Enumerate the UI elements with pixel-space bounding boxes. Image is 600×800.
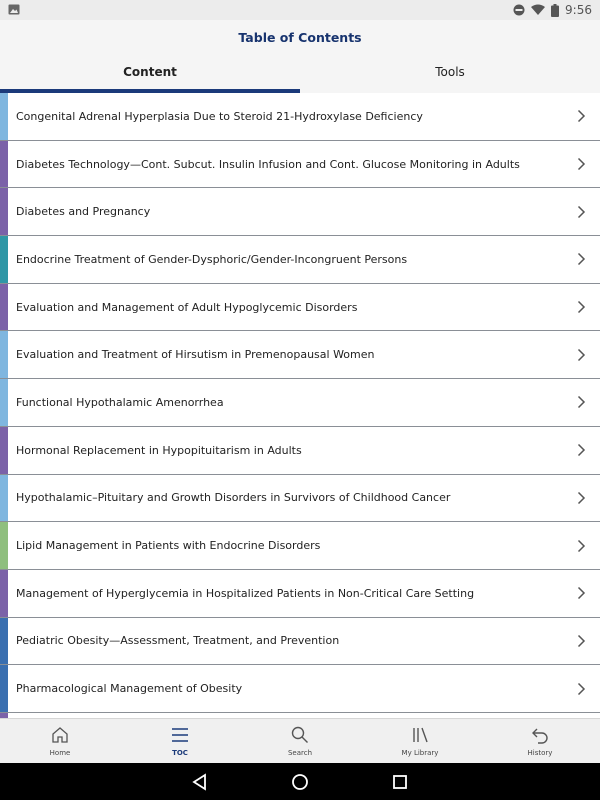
- toc-item-label: Evaluation and Management of Adult Hypoglycemic Disorders: [16, 300, 358, 314]
- clock: 9:56: [565, 3, 592, 17]
- chevron-right-icon: [577, 348, 586, 362]
- chevron-right-icon: [577, 586, 586, 600]
- library-icon: [410, 725, 430, 745]
- toc-item[interactable]: [0, 188, 600, 236]
- history-icon: [530, 725, 550, 745]
- toc-item-label: Diabetes and Pregnancy: [16, 205, 151, 219]
- toc-item-label: Pharmacological Management of Obesity: [16, 682, 243, 696]
- toc-item[interactable]: [0, 284, 600, 332]
- page-title: Table of Contents: [238, 30, 362, 45]
- app-header: [0, 20, 600, 93]
- status-icons: [513, 0, 592, 20]
- toc-item[interactable]: [0, 331, 600, 379]
- bottom-nav: [0, 718, 600, 763]
- chevron-right-icon: [577, 157, 586, 171]
- toc-item-label: Functional Hypothalamic Amenorrhea: [16, 395, 224, 409]
- toc-item[interactable]: [0, 475, 600, 523]
- category-color-stripe: [0, 331, 8, 378]
- toc-item[interactable]: [0, 379, 600, 427]
- wifi-icon: [531, 4, 545, 16]
- category-color-stripe: [0, 188, 8, 235]
- category-color-stripe: [0, 427, 8, 474]
- category-color-stripe: [0, 665, 8, 712]
- toc-item[interactable]: [0, 522, 600, 570]
- tab-content[interactable]: Content: [0, 60, 300, 93]
- nav-home[interactable]: [0, 719, 120, 763]
- do-not-disturb-icon: [513, 4, 525, 16]
- category-color-stripe: [0, 618, 8, 665]
- chevron-right-icon: [577, 443, 586, 457]
- list-icon: [170, 725, 190, 745]
- toc-item[interactable]: [0, 427, 600, 475]
- toc-item-label: Evaluation and Treatment of Hirsutism in Premenopausal Women: [16, 348, 375, 362]
- category-color-stripe: [0, 379, 8, 426]
- tab-tools[interactable]: Tools: [435, 65, 465, 79]
- nav-history[interactable]: [480, 719, 600, 763]
- recents-icon[interactable]: [390, 772, 410, 792]
- chevron-right-icon: [577, 252, 586, 266]
- toc-item[interactable]: [0, 618, 600, 666]
- toc-item-label: Hormonal Replacement in Hypopituitarism in Adults: [16, 443, 302, 457]
- toc-item-label: Congenital Adrenal Hyperplasia Due to Steroid 21-Hydroxylase Deficiency: [16, 109, 423, 123]
- nav-search[interactable]: [240, 719, 360, 763]
- chevron-right-icon: [577, 491, 586, 505]
- battery-icon: [551, 4, 559, 17]
- chevron-right-icon: [577, 205, 586, 219]
- category-color-stripe: [0, 570, 8, 617]
- category-color-stripe: [0, 93, 8, 140]
- category-color-stripe: [0, 141, 8, 188]
- toc-item[interactable]: [0, 570, 600, 618]
- home-icon: [50, 725, 70, 745]
- toc-item-label: Pediatric Obesity—Assessment, Treatment, and Prevention: [16, 634, 340, 648]
- nav-my-library-label: My Library: [401, 749, 439, 757]
- chevron-right-icon: [577, 109, 586, 123]
- home-button-icon[interactable]: [290, 772, 310, 792]
- toc-item-label: Endocrine Treatment of Gender-Dysphoric/Gender-Incongruent Persons: [16, 252, 408, 266]
- nav-home-label: Home: [49, 749, 71, 757]
- category-color-stripe: [0, 522, 8, 569]
- toc-item-label: Management of Hyperglycemia in Hospitalized Patients in Non-Critical Care Setting: [16, 586, 475, 600]
- system-nav-bar: [0, 763, 600, 800]
- search-icon: [290, 725, 310, 745]
- back-icon[interactable]: [190, 772, 210, 792]
- toc-item[interactable]: [0, 665, 600, 713]
- tab-bar: [0, 60, 600, 93]
- nav-search-label: Search: [287, 749, 313, 757]
- image-notification-icon: [8, 4, 20, 15]
- nav-my-library[interactable]: [360, 719, 480, 763]
- nav-history-label: History: [527, 749, 553, 757]
- toc-item-label: Diabetes Technology—Cont. Subcut. Insulin Infusion and Cont. Glucose Monitoring in Adults: [16, 157, 520, 171]
- category-color-stripe: [0, 284, 8, 331]
- status-bar: [0, 0, 600, 20]
- toc-item[interactable]: [0, 93, 600, 141]
- nav-toc[interactable]: [120, 719, 240, 763]
- chevron-right-icon: [577, 682, 586, 696]
- toc-item-label: Lipid Management in Patients with Endocrine Disorders: [16, 539, 321, 553]
- chevron-right-icon: [577, 634, 586, 648]
- toc-item[interactable]: [0, 141, 600, 189]
- category-color-stripe: [0, 236, 8, 283]
- chevron-right-icon: [577, 539, 586, 553]
- chevron-right-icon: [577, 395, 586, 409]
- category-color-stripe: [0, 475, 8, 522]
- toc-item[interactable]: [0, 236, 600, 284]
- nav-toc-label: TOC: [172, 749, 188, 757]
- toc-item-label: Hypothalamic–Pituitary and Growth Disorders in Survivors of Childhood Cancer: [16, 491, 451, 505]
- toc-list: [0, 93, 600, 718]
- chevron-right-icon: [577, 300, 586, 314]
